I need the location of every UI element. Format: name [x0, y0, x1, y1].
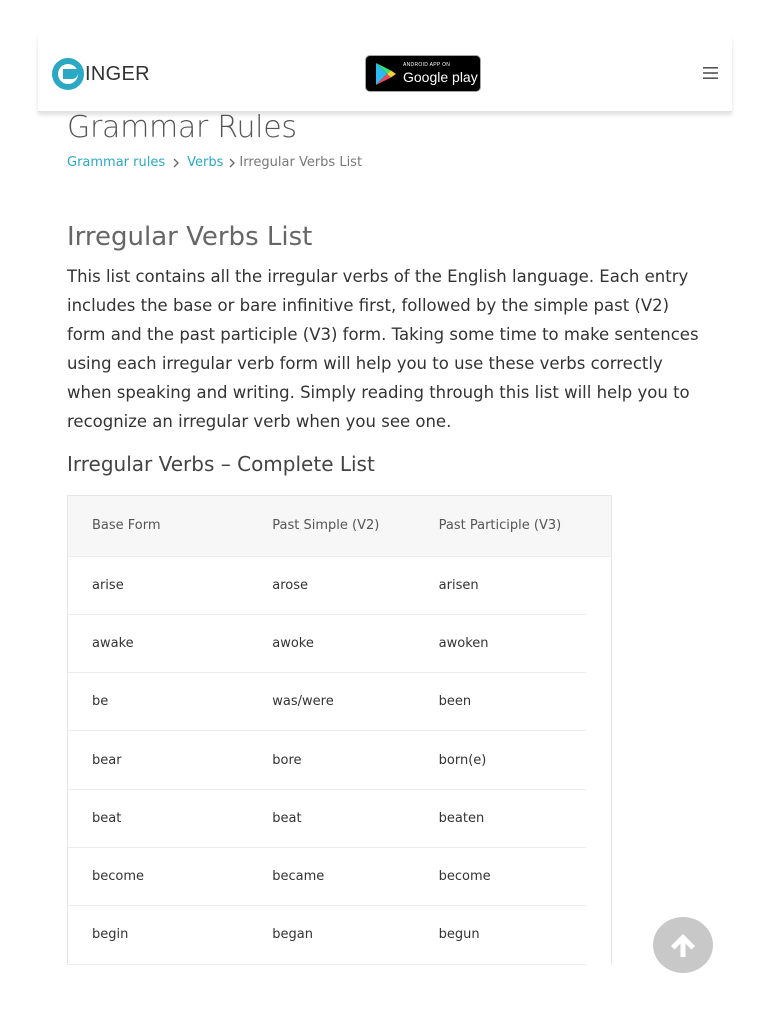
article-intro: This list contains all the irregular verbs of the English language. Each entry includes the base or bare infinitive first, followed by the simple past (V2) form and the past participle (V3) form. Taking some time to make sentences using each irregular verb form will help you to use these verbs correctly when speaking and writing. Simply reading through this list will help you to recognize an irregular verb when you see one.	[67, 267, 699, 431]
cell-past-participle: born(e)	[439, 731, 586, 789]
cell-past-simple: arose	[272, 556, 438, 614]
breadcrumb	[67, 155, 707, 170]
cell-past-simple: awoke	[272, 614, 438, 672]
cell-past-participle: begun	[439, 906, 586, 964]
google-play-badge[interactable]	[365, 55, 481, 92]
google-play-icon	[375, 62, 397, 86]
breadcrumb-current: Irregular Verbs List	[239, 155, 363, 170]
cell-base-form: begin	[68, 906, 272, 964]
cell-past-participle: become	[439, 847, 586, 905]
table-row	[68, 906, 611, 964]
cell-past-participle: arisen	[439, 556, 586, 614]
table-row	[68, 789, 611, 847]
scroll-to-top-button[interactable]	[653, 917, 713, 973]
menu-button[interactable]	[702, 63, 718, 83]
cell-past-participle: been	[439, 673, 586, 731]
arrow-up-icon	[668, 930, 698, 960]
chevron-right-icon	[228, 158, 236, 168]
cell-past-participle: awoken	[439, 614, 586, 672]
table-header-row	[68, 496, 611, 556]
cell-past-simple: was/were	[272, 673, 438, 731]
irregular-verbs-table	[67, 495, 612, 965]
breadcrumb-grammar-rules[interactable]: Grammar rules	[67, 155, 166, 170]
chevron-right-icon	[172, 158, 180, 168]
cell-base-form: beat	[68, 789, 272, 847]
cell-past-simple: beat	[272, 789, 438, 847]
cell-past-simple: began	[272, 906, 438, 964]
hamburger-icon	[703, 67, 718, 79]
ginger-logo[interactable]	[52, 58, 150, 90]
article-subtitle: Irregular Verbs – Complete List	[67, 452, 375, 476]
cell-base-form: arise	[68, 556, 272, 614]
table-row	[68, 673, 611, 731]
cell-base-form: bear	[68, 731, 272, 789]
table-row	[68, 731, 611, 789]
cell-past-simple: bore	[272, 731, 438, 789]
column-header-past-simple: Past Simple (V2)	[272, 496, 438, 556]
main-content	[67, 108, 707, 476]
google-play-small-text: ANDROID APP ON	[403, 62, 451, 68]
table-row	[68, 614, 611, 672]
column-header-past-participle: Past Participle (V3)	[439, 496, 586, 556]
cell-past-participle: beaten	[439, 789, 586, 847]
ginger-logo-icon	[52, 58, 84, 90]
table-row	[68, 847, 611, 905]
cell-past-simple: became	[272, 847, 438, 905]
site-title: Grammar Rules	[67, 110, 297, 145]
breadcrumb-verbs[interactable]: Verbs	[187, 155, 224, 170]
google-play-big-text: Google play	[403, 69, 478, 85]
cell-base-form: be	[68, 673, 272, 731]
site-header	[38, 36, 732, 112]
cell-base-form: become	[68, 847, 272, 905]
column-header-base-form: Base Form	[68, 496, 272, 556]
article-title: Irregular Verbs List	[67, 222, 313, 252]
table-row	[68, 556, 611, 614]
cell-base-form: awake	[68, 614, 272, 672]
logo-text: INGER	[85, 62, 150, 85]
